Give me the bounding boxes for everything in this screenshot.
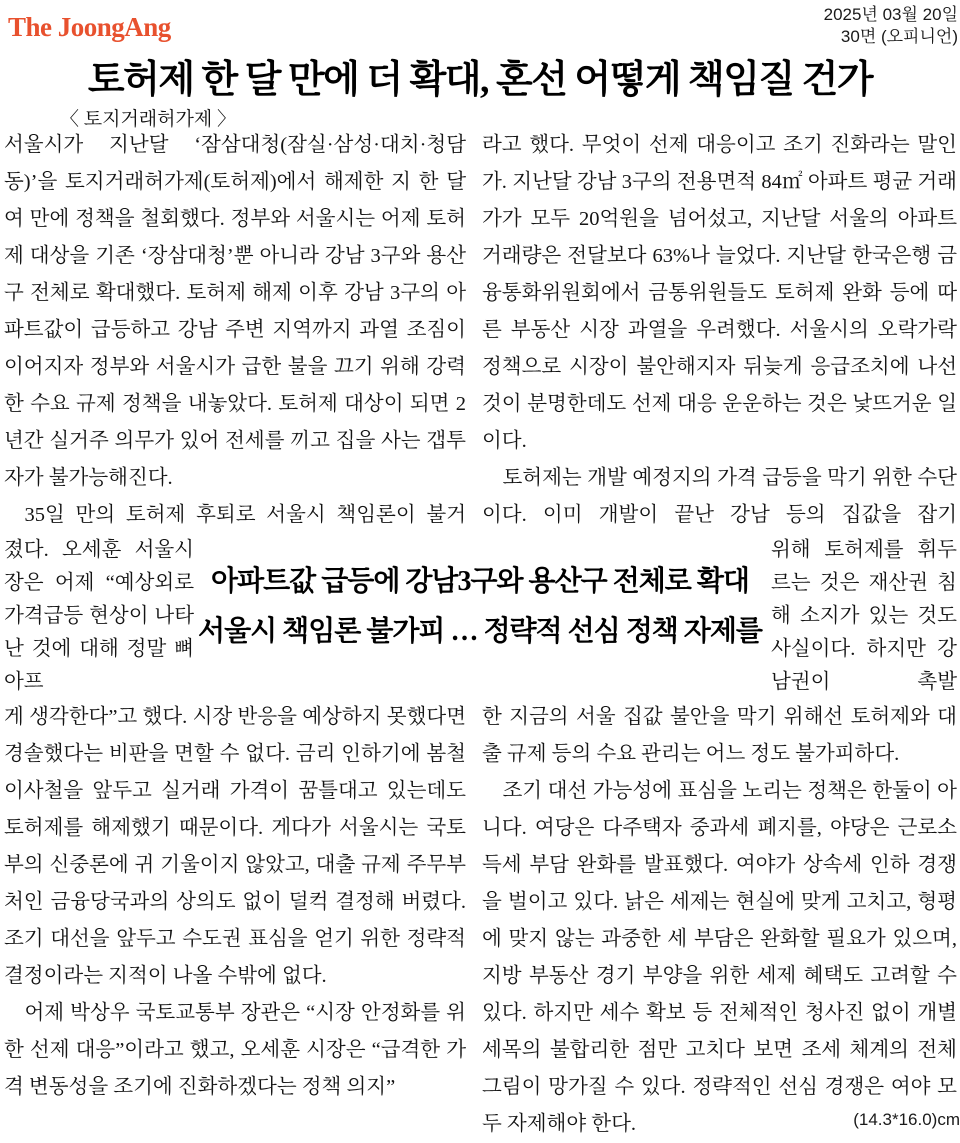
paragraph-wrap-segment: 위해 토허제를 휘두르는 것은 재산권 침해 소지가 있는 것도 사실이다. 하지만 강남권이 촉발: [771, 539, 957, 693]
pull-quote: [0, 557, 960, 657]
size-note: (14.3*16.0)cm: [853, 1110, 960, 1129]
issue-date: 2025년 03월 20일: [823, 5, 958, 24]
paragraph: 어제 박상우 국토교통부 장관은 “시장 안정화를 위한 선제 대응”이라고 했고, 오세훈 시장은 “급격한 가격 변동성을 조기에 진화하겠다는 정책 의지”: [4, 1002, 466, 1098]
topic-tag: 〈 토지거래허가제 〉: [60, 109, 236, 130]
headline: 토허제 한 달 만에 더 확대, 혼선 어떻게 책임질 건가: [87, 59, 873, 101]
paragraph: 조기 대선 가능성에 표심을 노리는 정책은 한둘이 아니다. 여당은 다주택자 중과세 폐지를, 야당은 근로소득세 부담 완화를 발표했다. 여야가 상속세 인하 경쟁을 벌이고 있다. 낡은 세제는 현실에 맞게 고치고, 형평에 맞지 않는 과중한 세 부담은 완화할 필요가 있으며, 지방 부동산 경기 부양을 위한 세제 혜택도 고려할 수 있다. 하지만 세수 확보 등 전체적인 청사진 없이 개별 세목의 불합리한 점만 고치다 보면 조세 체계의 전체 그림이 망가질 수 있다. 정략적인 선심 경쟁은 여야 모두 자제해야 한다.: [482, 780, 957, 1135]
paragraph: 토허제는 개발 예정지의 가격 급등을 막기 위한 수단이다. 이미 개발이 끝난 강남 등의 집값을 잡기: [482, 467, 957, 526]
paragraph: 한 지금의 서울 집값 불안을 막기 위해선 토허제와 대출 규제 등의 수요 관리는 어느 정도 불가피하다.: [482, 706, 957, 765]
issue-info: [824, 4, 958, 48]
pull-quote-line: 서울시 책임론 불가피 … 정략적 선심 정책 자제를: [198, 616, 762, 647]
paragraph-wrap-segment: 졌다. 오세훈 서울시장은 어제 “예상외로 가격급등 현상이 나타난 것에 대해 정말 뼈아프: [4, 539, 194, 693]
paragraph: 라고 했다. 무엇이 선제 대응이고 조기 진화라는 말인가. 지난달 강남 3구의 전용면적 84㎡ 아파트 평균 거래가가 모두 20억원을 넘어섰고, 지난달 서울의 아파트 거래량은 전달보다 63%나 늘었다. 지난달 한국은행 금융통화위원회에서 금통위원들도 토허제 완화 등에 따른 부동산 시장 과열을 우려했다. 서울시의 오락가락 정책으로 시장이 불안해지자 뒤늦게 응급조치에 나선 것이 분명한데도 선제 대응 운운하는 것은 낯뜨거운 일이다.: [482, 134, 957, 452]
paragraph: 35일 만의 토허제 후퇴로 서울시 책임론이 불거: [24, 504, 466, 526]
page-section-label: 30면 (오피니언): [840, 27, 958, 46]
pull-quote-line: 아파트값 급등에 강남3구와 용산구 전체로 확대: [211, 566, 749, 597]
paragraph: 게 생각한다”고 했다. 시장 반응을 예상하지 못했다면 경솔했다는 비판을 면할 수 없다. 금리 인하기에 봄철 이사철을 앞두고 실거래 가격이 꿈틀대고 있는데도 토허제를 해제했기 때문이다. 게다가 서울시는 국토부의 신중론에 귀 기울이지 않았고, 대출 규제 주무부처인 금융당국과의 상의도 없이 덜컥 결정해 버렸다. 조기 대선을 앞두고 수도권 표심을 얻기 위한 정략적 결정이라는 지적이 나올 수밖에 없다.: [4, 706, 466, 987]
joongang-logo: The JoongAng: [8, 12, 171, 42]
paragraph: 서울시가 지난달 ‘잠삼대청(잠실·삼성·대치·청담동)’을 토지거래허가제(토허제)에서 해제한 지 한 달여 만에 정책을 철회했다. 정부와 서울시는 어제 토허제 대상을 기존 ‘장삼대청’뿐 아니라 강남 3구와 용산구 전체로 확대했다. 토허제 해제 이후 강남 3구의 아파트값이 급등하고 강남 주변 지역까지 과열 조짐이 이어지자 정부와 서울시가 급한 불을 끄기 위해 강력한 수요 규제 정책을 내놓았다. 토허제 대상이 되면 2년간 실거주 의무가 있어 전세를 끼고 집을 사는 갭투자가 불가능해진다.: [4, 134, 466, 489]
